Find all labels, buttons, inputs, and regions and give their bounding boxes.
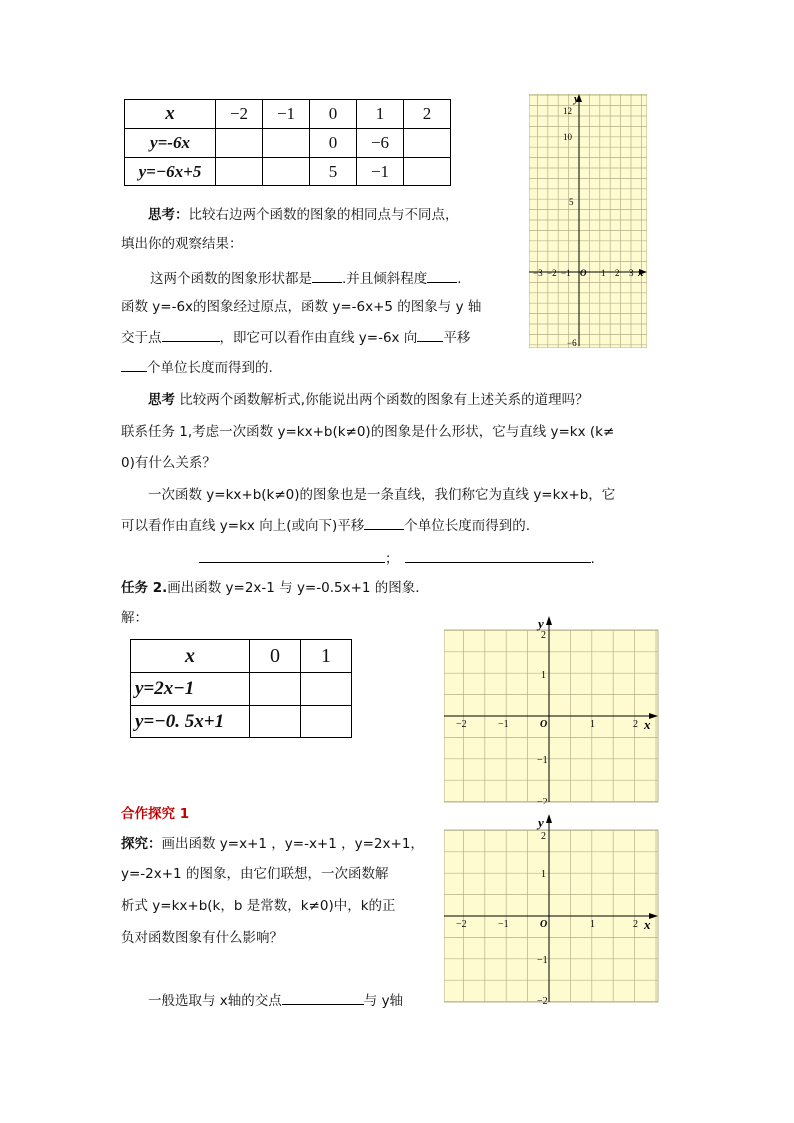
graph1-x-label-neg2: −2 (547, 268, 557, 278)
think1-text: . (457, 271, 462, 287)
graph1-x-label-1: 1 (601, 268, 606, 278)
table1-cell (216, 129, 263, 158)
think1-line4: 函数 y=-6x的图象经过原点，函数 y=-6x+5 的图象与 y 轴 (121, 299, 482, 315)
table1-header-cell: −1 (263, 100, 310, 129)
think1-line3 (150, 268, 462, 289)
think2-line1 (148, 390, 589, 410)
answer-blank[interactable] (199, 548, 385, 563)
table1-cell (216, 158, 263, 186)
graph1-y-label-neg6: −6 (567, 338, 577, 348)
graph1-y-label-5: 5 (569, 197, 574, 207)
table2-cell (301, 673, 352, 706)
think1-line5 (121, 327, 470, 348)
graph1-y-axis-label: y (574, 94, 579, 105)
graph3-x-axis-label: x (644, 917, 651, 932)
graph3-x-label-2: 2 (633, 919, 638, 930)
coop-text: 画出函数 y=x+1 ，y=-x+1 ，y=2x+1， (161, 836, 424, 852)
coop-text: 一般选取与 x轴的交点 (148, 993, 282, 1009)
table2-row-label: y=2x−1 (131, 673, 250, 706)
think1-text: 交于点 (121, 330, 162, 346)
table1-row-label: y=-6x (125, 129, 216, 158)
graph2-x-label-2: 2 (633, 719, 638, 730)
think2-line2: 联系任务 1,考虑一次函数 y=kx+b(k≠0)的图象是什么形状，它与直线 y=kx (k≠ (121, 424, 615, 440)
table1-cell (404, 158, 451, 186)
task2-label: 任务 2. (121, 580, 168, 596)
table2-cell (250, 673, 301, 706)
task2-solve: 解： (121, 610, 148, 626)
graph1-x-axis-label: x (638, 267, 644, 279)
table-task2 (130, 639, 352, 738)
coop-line1 (121, 834, 424, 854)
task2-text: 画出函数 y=2x-1 与 y=-0.5x+1 的图象. (167, 580, 420, 596)
table2-cell (250, 706, 301, 738)
answer-blank[interactable] (312, 268, 342, 283)
graph1-y-label-12: 12 (563, 106, 572, 116)
answer-blank[interactable] (121, 357, 147, 372)
coop-title: 合作探究 1 (121, 806, 190, 822)
coordinate-grid-coop (444, 814, 660, 1006)
period: . (590, 551, 595, 567)
table1-header-cell: −2 (216, 100, 263, 129)
table2-header-cell: 1 (301, 640, 352, 673)
graph2-y-label-neg2: −2 (537, 797, 548, 804)
graph3-x-label-1: 1 (590, 919, 595, 930)
answer-blank[interactable] (427, 268, 457, 283)
think2-text: 可以看作由直线 y=kx 向上(或向下)平移 (121, 518, 365, 534)
answer-blank[interactable] (417, 327, 443, 342)
coop-line4: 负对函数图象有什么影响？ (121, 930, 283, 946)
table1-cell: 5 (310, 158, 357, 186)
table-y-6x (124, 99, 451, 186)
answer-blank[interactable] (405, 548, 591, 563)
graph2-x-axis-label: x (644, 717, 651, 732)
table1-cell: −6 (357, 129, 404, 158)
graph1-x-label-2: 2 (615, 268, 620, 278)
graph1-x-label-neg3: −3 (533, 268, 543, 278)
table2-row-label: y=−0. 5x+1 (131, 706, 250, 738)
graph2-y-label-neg1: −1 (537, 755, 548, 766)
answer-blank[interactable] (162, 327, 220, 342)
table1-row-label: y=−6x+5 (125, 158, 216, 186)
table1-header-cell: 2 (404, 100, 451, 129)
think2-label: 思考 (148, 392, 175, 408)
coop-text: 与 y轴 (363, 993, 404, 1009)
graph2-origin-label: O (540, 719, 548, 730)
graph3-origin-label: O (540, 919, 548, 930)
think2-line3: 0)有什么关系？ (121, 455, 216, 471)
coop-line2: y=-2x+1 的图象，由它们联想，一次函数解 (121, 866, 389, 882)
think1-text: 个单位长度而得到的. (147, 360, 273, 376)
graph2-y-axis-label: y (538, 616, 544, 631)
answer-blank[interactable] (282, 990, 364, 1005)
graph3-x-label-neg2: −2 (456, 919, 467, 930)
think1-line2: 填出你的观察结果： (121, 236, 243, 252)
think1-text: ，即它可以看作由直线 y=-6x 向 (219, 330, 418, 346)
coop-label: 探究： (121, 836, 162, 852)
graph3-x-label-neg1: −1 (498, 919, 509, 930)
graph1-origin-label: O (580, 268, 587, 278)
coop-line5 (148, 990, 403, 1011)
graph1-x-label-neg1: −1 (561, 268, 571, 278)
think1-label: 思考： (148, 207, 189, 223)
think1-text: 比较右边两个函数的图象的相同点与不同点， (188, 207, 459, 223)
think2-line4: 一次函数 y=kx+b(k≠0)的图象也是一条直线，我们称它为直线 y=kx+b，它 (148, 487, 616, 503)
graph3-y-label-neg2: −2 (537, 996, 548, 1006)
graph3-y-axis-label: y (538, 815, 544, 830)
graph1-x-label-3: 3 (629, 268, 634, 278)
think1-text: 这两个函数的图象形状都是 (150, 271, 312, 287)
think1-line6 (121, 357, 273, 378)
graph2-x-label-neg2: −2 (456, 719, 467, 730)
think1-text: 平移 (443, 330, 471, 346)
coordinate-grid-task2 (444, 616, 660, 804)
table1-cell (263, 158, 310, 186)
table2-cell (301, 706, 352, 738)
graph1-y-label-10: 10 (563, 132, 572, 142)
table1-cell (404, 129, 451, 158)
separator: ； (385, 551, 399, 567)
table1-cell (263, 129, 310, 158)
table1-header-cell: 0 (310, 100, 357, 129)
think2-text: 个单位长度而得到的. (404, 518, 531, 534)
graph3-y-label-2: 2 (541, 831, 546, 842)
coordinate-grid-y-6x (529, 94, 647, 348)
graph2-x-label-1: 1 (590, 719, 595, 730)
graph3-y-label-neg1: −1 (537, 955, 548, 966)
think2-line5 (121, 515, 530, 536)
think2-text: 比较两个函数解析式,你能说出两个函数的图象有上述关系的道理吗？ (175, 392, 589, 408)
graph2-y-label-1: 1 (541, 670, 546, 681)
table1-cell: 0 (310, 129, 357, 158)
table1-cell: −1 (357, 158, 404, 186)
task2-heading (121, 578, 420, 598)
think1-line1 (148, 205, 459, 225)
table2-header-x: x (131, 640, 250, 673)
table1-header-x: x (125, 100, 216, 129)
graph3-y-label-1: 1 (541, 869, 546, 880)
answer-line-row (199, 548, 595, 569)
think1-text: .并且倾斜程度 (342, 271, 428, 287)
table1-header-cell: 1 (357, 100, 404, 129)
table2-header-cell: 0 (250, 640, 301, 673)
graph2-x-label-neg1: −1 (498, 719, 509, 730)
coop-line3: 析式 y=kx+b(k，b 是常数，k≠0)中，k的正 (121, 898, 396, 914)
graph2-y-label-2: 2 (541, 630, 546, 641)
answer-blank[interactable] (364, 515, 404, 530)
